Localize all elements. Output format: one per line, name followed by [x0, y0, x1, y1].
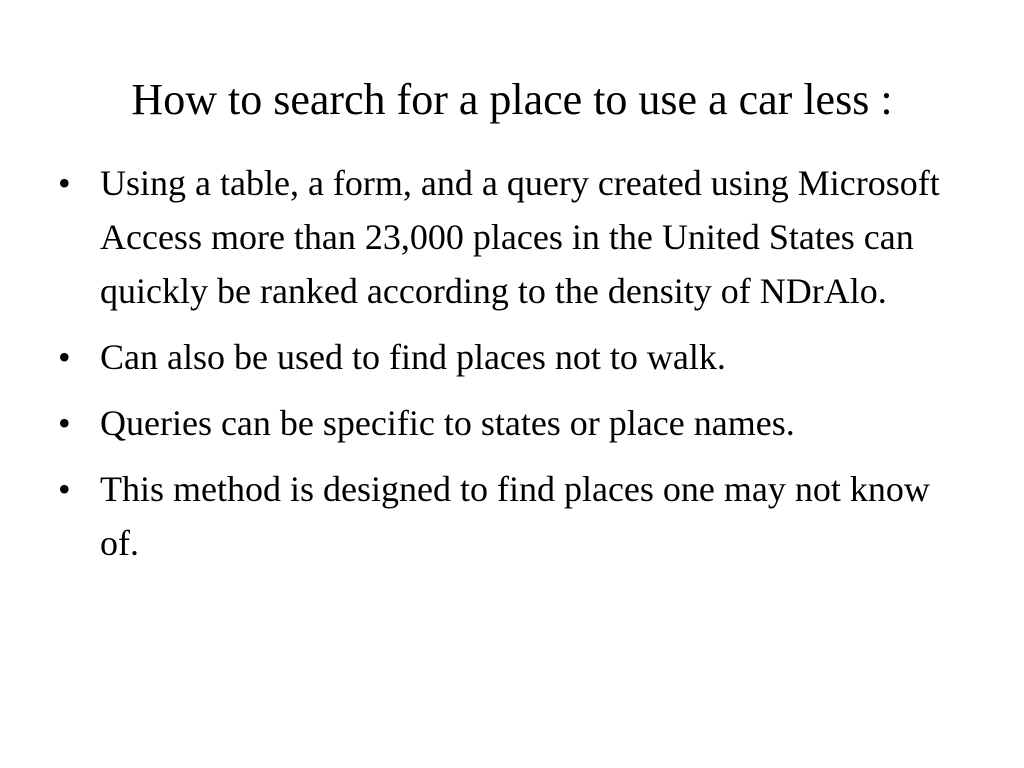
bullet-text: This method is designed to find places one may not know of. [100, 469, 930, 563]
bullet-text: Can also be used to find places not to walk. [100, 337, 726, 377]
bullet-dot-icon: • [58, 469, 71, 509]
bullet-item [56, 396, 956, 450]
bullet-item [56, 462, 956, 570]
slide-title: How to search for a place to use a car less : [131, 75, 893, 124]
bullet-list [56, 156, 956, 582]
bullet-item [56, 156, 956, 318]
bullet-text: Queries can be specific to states or place names. [100, 403, 795, 443]
bullet-text: Using a table, a form, and a query created using Microsoft Access more than 23,000 places in the United States can quickly be ranked according to the density of NDrAlo. [100, 163, 940, 311]
bullet-dot-icon: • [58, 337, 71, 377]
bullet-dot-icon: • [58, 403, 71, 443]
bullet-dot-icon: • [58, 163, 71, 203]
bullet-item [56, 330, 956, 384]
